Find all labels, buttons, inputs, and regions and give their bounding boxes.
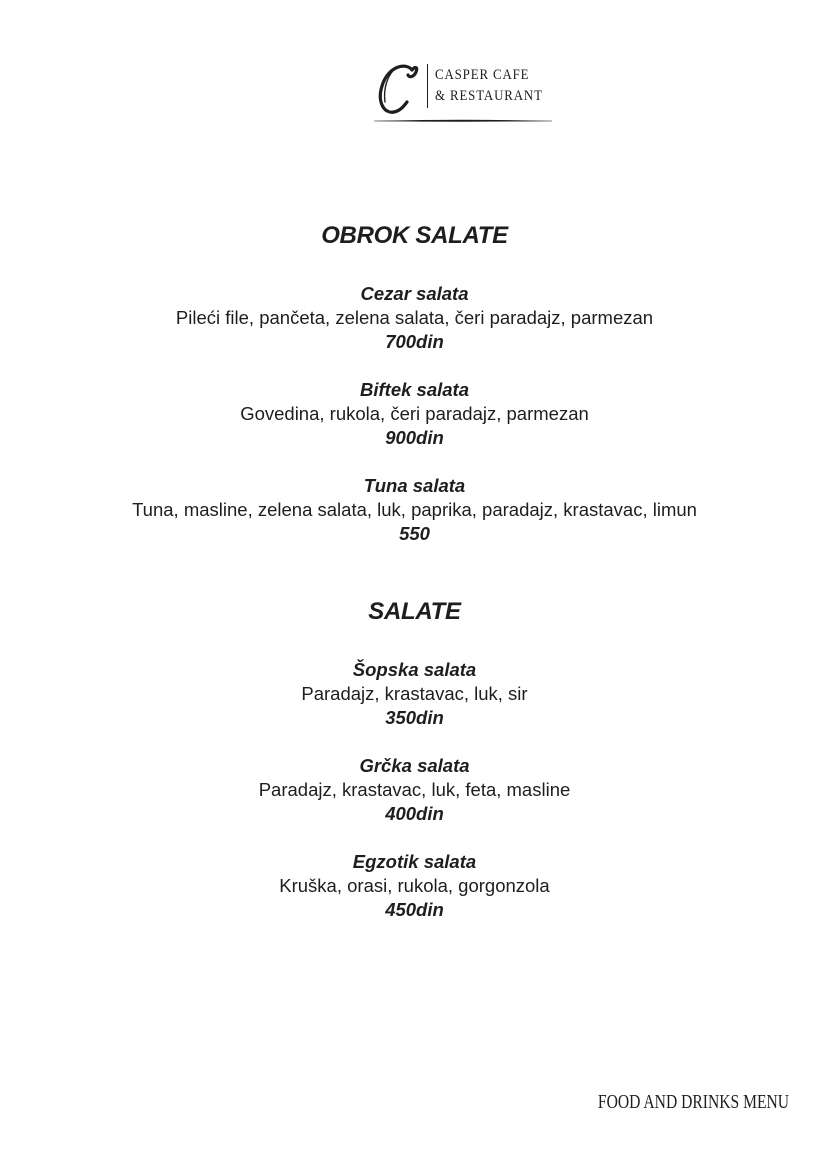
- brand-line-2: & RESTAURANT: [435, 88, 543, 104]
- item-description: Paradajz, krastavac, luk, feta, masline: [258, 779, 571, 800]
- item-description: Govedina, rukola, čeri paradajz, parmezan: [240, 403, 589, 424]
- menu-item-tuna-salata: [0, 474, 829, 546]
- item-name: Grčka salata: [359, 755, 470, 776]
- menu-item-cezar-salata: [0, 282, 829, 354]
- item-description: Kruška, orasi, rukola, gorgonzola: [279, 875, 550, 896]
- menu-item-egzotik-salata: [0, 850, 829, 922]
- logo-divider: [427, 64, 428, 108]
- item-name: Cezar salata: [360, 283, 469, 304]
- item-price: 900din: [385, 427, 444, 448]
- brand-line-1: CASPER CAFE: [435, 67, 530, 83]
- section-title-salate: SALATE: [368, 598, 461, 625]
- item-name: Egzotik salata: [352, 851, 477, 872]
- item-price: 550: [399, 523, 430, 544]
- item-price: 350din: [385, 707, 444, 728]
- brand-name: [435, 65, 543, 107]
- menu-item-sopska-salata: [0, 658, 829, 730]
- menu-item-biftek-salata: [0, 378, 829, 450]
- item-price: 700din: [385, 331, 444, 352]
- item-description: Pileći file, pančeta, zelena salata, čeri paradajz, parmezan: [175, 307, 654, 328]
- item-description: Tuna, masline, zelena salata, luk, paprika, paradajz, krastavac, limun: [132, 499, 697, 520]
- brand-logo: [374, 58, 552, 126]
- item-price: 400din: [385, 803, 444, 824]
- script-c-logo-icon: [374, 58, 424, 118]
- item-name: Šopska salata: [352, 659, 477, 680]
- item-description: Paradajz, krastavac, luk, sir: [301, 683, 528, 704]
- item-name: Tuna salata: [363, 475, 466, 496]
- menu-item-grcka-salata: [0, 754, 829, 826]
- item-price: 450din: [385, 899, 444, 920]
- section-title-obrok-salate: OBROK SALATE: [321, 222, 508, 249]
- footer-menu-label: FOOD AND DRINKS MENU: [597, 1091, 789, 1113]
- item-name: Biftek salata: [360, 379, 469, 400]
- logo-underline: [374, 118, 552, 124]
